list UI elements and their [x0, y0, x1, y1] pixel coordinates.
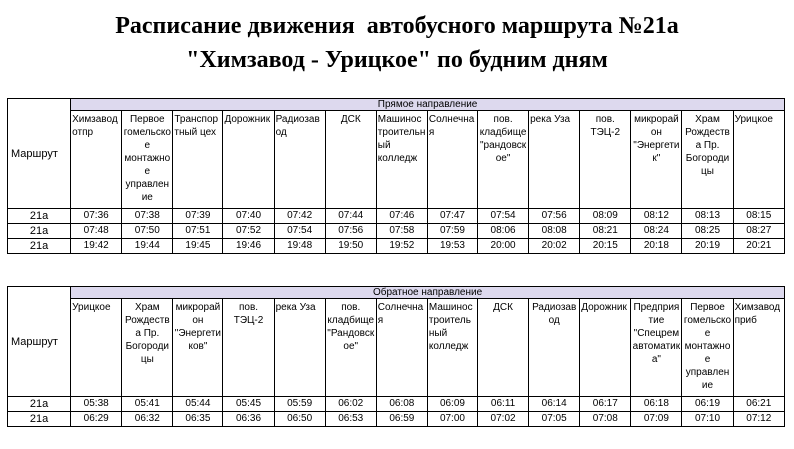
- stop-header: пов. ТЭЦ-2: [223, 299, 274, 397]
- time-cell: 05:38: [71, 397, 122, 412]
- route-column-header: Маршрут: [8, 287, 71, 397]
- time-cell: 07:52: [223, 224, 274, 239]
- stop-header: Радиозавод: [274, 111, 325, 209]
- time-cell: 06:50: [274, 412, 325, 427]
- time-cell: 07:58: [376, 224, 427, 239]
- time-cell: 19:52: [376, 239, 427, 254]
- stop-header: Химзавод приб: [733, 299, 784, 397]
- time-cell: 19:53: [427, 239, 477, 254]
- route-number: 21а: [8, 224, 71, 239]
- time-cell: 06:59: [376, 412, 427, 427]
- time-cell: 19:45: [173, 239, 223, 254]
- time-cell: 07:39: [173, 209, 223, 224]
- stop-header: микрорайон "Энергетиков": [173, 299, 223, 397]
- backward-schedule-table: [7, 286, 785, 427]
- time-cell: 07:51: [173, 224, 223, 239]
- time-cell: 05:44: [173, 397, 223, 412]
- time-cell: 08:24: [631, 224, 682, 239]
- stop-header: Солнечная: [376, 299, 427, 397]
- time-cell: 07:42: [274, 209, 325, 224]
- time-cell: 07:36: [71, 209, 122, 224]
- time-cell: 08:27: [733, 224, 784, 239]
- time-cell: 07:47: [427, 209, 477, 224]
- stop-header: Машиностроительный колледж: [427, 299, 477, 397]
- time-cell: 05:41: [122, 397, 173, 412]
- time-cell: 07:48: [71, 224, 122, 239]
- time-cell: 20:15: [580, 239, 631, 254]
- time-cell: 07:00: [427, 412, 477, 427]
- stop-header: Первое гомельское монтажное управление: [122, 111, 173, 209]
- time-cell: 06:14: [529, 397, 580, 412]
- stop-header: Храм Рождества Пр. Богородицы: [682, 111, 733, 209]
- stop-header: река Уза: [529, 111, 580, 209]
- time-cell: 19:48: [274, 239, 325, 254]
- time-cell: 19:42: [71, 239, 122, 254]
- time-cell: 08:25: [682, 224, 733, 239]
- time-cell: 06:11: [478, 397, 529, 412]
- stop-header: Предприятие "Спецремавтоматика": [631, 299, 682, 397]
- time-cell: 07:38: [122, 209, 173, 224]
- time-cell: 19:46: [223, 239, 274, 254]
- stop-header: Урицкое: [733, 111, 784, 209]
- direction-label: Прямое направление: [71, 99, 785, 111]
- time-cell: 06:53: [325, 412, 376, 427]
- table-row: [8, 412, 785, 427]
- time-cell: 06:29: [71, 412, 122, 427]
- time-cell: 07:09: [631, 412, 682, 427]
- time-cell: 08:09: [580, 209, 631, 224]
- stop-header: Радиозавод: [529, 299, 580, 397]
- forward-schedule-table: [7, 98, 785, 254]
- time-cell: 06:35: [173, 412, 223, 427]
- time-cell: 07:56: [325, 224, 376, 239]
- time-cell: 07:46: [376, 209, 427, 224]
- page-title-line-1: Расписание движения автобусного маршрута №21а: [115, 13, 679, 39]
- time-cell: 19:50: [325, 239, 376, 254]
- time-cell: 08:12: [631, 209, 682, 224]
- time-cell: 07:59: [427, 224, 477, 239]
- time-cell: 08:08: [529, 224, 580, 239]
- route-number: 21а: [8, 412, 71, 427]
- stop-header: пов. кладбище "Рандовское": [325, 299, 376, 397]
- route-number: 21а: [8, 397, 71, 412]
- time-cell: 06:19: [682, 397, 733, 412]
- table-row: [8, 397, 785, 412]
- time-cell: 07:40: [223, 209, 274, 224]
- time-cell: 06:09: [427, 397, 477, 412]
- time-cell: 20:00: [478, 239, 529, 254]
- time-cell: 08:13: [682, 209, 733, 224]
- route-column-header: Маршрут: [8, 99, 71, 209]
- time-cell: 07:50: [122, 224, 173, 239]
- time-cell: 07:54: [478, 209, 529, 224]
- time-cell: 07:02: [478, 412, 529, 427]
- time-cell: 07:56: [529, 209, 580, 224]
- table-row: [8, 224, 785, 239]
- time-cell: 08:15: [733, 209, 784, 224]
- time-cell: 20:02: [529, 239, 580, 254]
- time-cell: 20:19: [682, 239, 733, 254]
- stop-header: Дорожник: [580, 299, 631, 397]
- time-cell: 07:44: [325, 209, 376, 224]
- stop-header: Храм Рождества Пр. Богородицы: [122, 299, 173, 397]
- stop-header: Химзавод отпр: [71, 111, 122, 209]
- time-cell: 07:12: [733, 412, 784, 427]
- page-title-line-2: "Химзавод - Урицкое" по будним дням: [186, 47, 608, 73]
- time-cell: 08:06: [478, 224, 529, 239]
- time-cell: 07:05: [529, 412, 580, 427]
- direction-label: Обратное направление: [71, 287, 785, 299]
- time-cell: 07:08: [580, 412, 631, 427]
- stop-header: Первое гомельское монтажное управление: [682, 299, 733, 397]
- time-cell: 20:18: [631, 239, 682, 254]
- time-cell: 06:36: [223, 412, 274, 427]
- stop-header: микрорайон "Энергетик": [631, 111, 682, 209]
- stop-header: пов. кладбище "рандовское": [478, 111, 529, 209]
- stop-header: ДСК: [325, 111, 376, 209]
- time-cell: 20:21: [733, 239, 784, 254]
- stop-header: ДСК: [478, 299, 529, 397]
- stop-header: Урицкое: [71, 299, 122, 397]
- time-cell: 07:10: [682, 412, 733, 427]
- time-cell: 07:54: [274, 224, 325, 239]
- time-cell: 06:32: [122, 412, 173, 427]
- route-number: 21а: [8, 209, 71, 224]
- route-number: 21а: [8, 239, 71, 254]
- stop-header: река Уза: [274, 299, 325, 397]
- time-cell: 05:45: [223, 397, 274, 412]
- stop-header: пов. ТЭЦ-2: [580, 111, 631, 209]
- time-cell: 05:59: [274, 397, 325, 412]
- time-cell: 06:08: [376, 397, 427, 412]
- stop-header: Дорожник: [223, 111, 274, 209]
- time-cell: 06:02: [325, 397, 376, 412]
- time-cell: 19:44: [122, 239, 173, 254]
- table-row: [8, 239, 785, 254]
- stop-header: Транспортный цех: [173, 111, 223, 209]
- time-cell: 08:21: [580, 224, 631, 239]
- time-cell: 06:18: [631, 397, 682, 412]
- stop-header: Солнечная: [427, 111, 477, 209]
- time-cell: 06:21: [733, 397, 784, 412]
- table-row: [8, 209, 785, 224]
- time-cell: 06:17: [580, 397, 631, 412]
- stop-header: Машиностроительный колледж: [376, 111, 427, 209]
